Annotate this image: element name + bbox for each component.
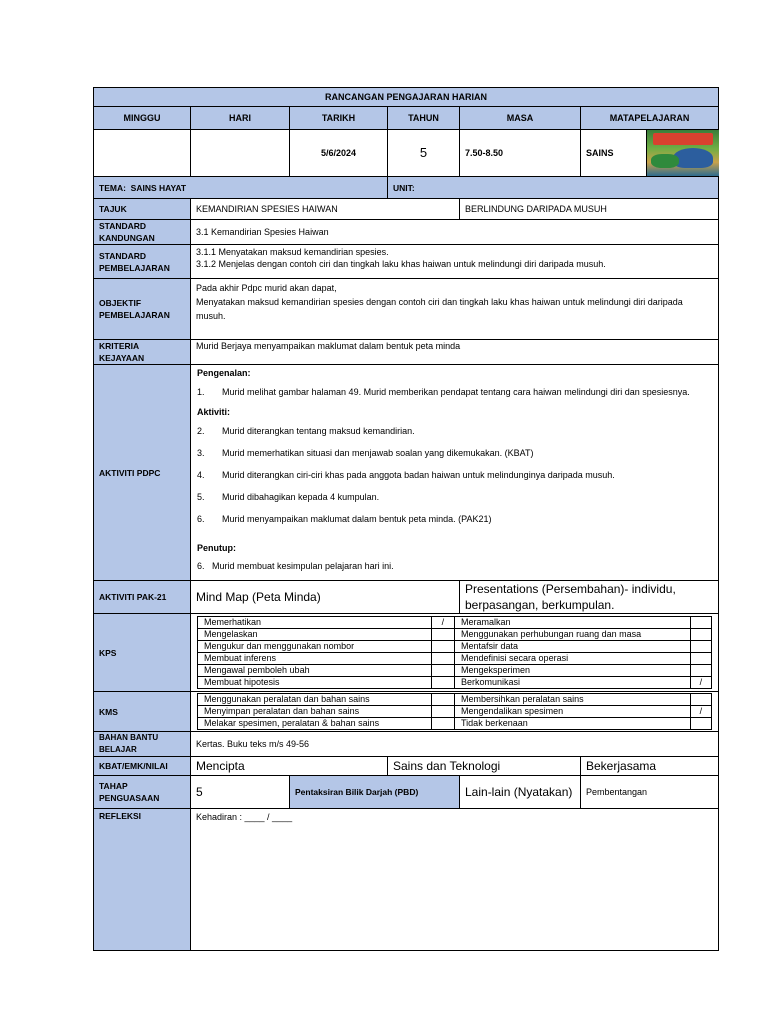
page-title: RANCANGAN PENGAJARAN HARIAN [94, 88, 719, 107]
tema-cell [94, 177, 388, 199]
textbook-thumbnail-cell [647, 130, 719, 177]
pak21-value-2: Presentations (Persembahan)- individu, berpasangan, berkumpulan. [460, 581, 719, 614]
kps-table [197, 616, 712, 689]
kps-check[interactable] [690, 617, 711, 629]
kbat-value-1: Mencipta [191, 757, 388, 776]
penutup-title: Penutup: [197, 543, 236, 553]
table-row: Mengukur dan menggunakan nombor Mentafsir data [198, 641, 712, 653]
aktiviti-pdpc-content [191, 365, 719, 581]
kriteria-value: Murid Berjaya menyampaikan maklumat dalam bentuk peta minda [191, 340, 719, 365]
minggu-value[interactable] [94, 130, 191, 177]
kbat-label: KBAT/EMK/NILAI [94, 757, 191, 776]
tahap-value: 5 [191, 776, 290, 809]
list-item: 5. Murid dibahagikan kepada 4 kumpulan. [197, 492, 380, 502]
table-row: Menggunakan peralatan dan bahan sains Membersihkan peralatan sains [198, 694, 712, 706]
masa-value[interactable]: 7.50-8.50 [460, 130, 581, 177]
tahap-label: TAHAP PENGUASAAN [94, 776, 191, 809]
pbd-label: Pentaksiran Bilik Darjah (PBD) [290, 776, 460, 809]
kms-check[interactable]: / [690, 706, 711, 718]
pembentangan-value: Pembentangan [581, 776, 719, 809]
table-row: Memerhatikan / Meramalkan [198, 617, 712, 629]
objektif-label: OBJEKTIF PEMBELAJARAN [94, 279, 191, 340]
table-row: Membuat hipotesis Berkomunikasi / [198, 677, 712, 689]
kms-check[interactable] [431, 706, 454, 718]
table-row: Melakar spesimen, peralatan & bahan sains Tidak berkenaan [198, 718, 712, 730]
kms-label: KMS [94, 692, 191, 732]
list-item: 3. Murid memerhatikan situasi dan menjawab soalan yang dikemukakan. (KBAT) [197, 448, 534, 458]
hari-value[interactable] [191, 130, 290, 177]
lain-lain-label: Lain-lain (Nyatakan) [460, 776, 581, 809]
kps-grid [191, 614, 719, 692]
kps-check[interactable] [431, 641, 454, 653]
tajuk-value-2: BERLINDUNG DARIPADA MUSUH [460, 199, 719, 220]
kps-check[interactable] [690, 665, 711, 677]
table-row: Menyimpan peralatan dan bahan sains Mengendalikan spesimen / [198, 706, 712, 718]
standard-pembelajaran-label: STANDARD PEMBELAJARAN [94, 245, 191, 279]
sp-line-1: 3.1.1 Menyatakan maksud kemandirian spesies. [196, 247, 389, 257]
col-tarikh: TARIKH [290, 107, 388, 130]
aktiviti-title: Aktiviti: [197, 407, 231, 417]
penutup-text: 6. Murid membuat kesimpulan pelajaran hari ini. [197, 561, 394, 571]
kms-check[interactable] [431, 694, 454, 706]
objektif-line-2: Menyatakan maksud kemandirian spesies dengan contoh ciri dan tingkah laku khas haiwan untuk melindungi diri daripada musuh. [196, 297, 683, 321]
lesson-plan-sheet [93, 87, 718, 951]
standard-pembelajaran-value [191, 245, 719, 279]
col-hari: HARI [191, 107, 290, 130]
refleksi-value[interactable]: Kehadiran : ____ / ____ [191, 809, 719, 951]
lesson-plan-table [93, 87, 719, 951]
table-row: Mengawal pemboleh ubah Mengeksperimen [198, 665, 712, 677]
pengenalan-title: Pengenalan: [197, 368, 251, 378]
col-minggu: MINGGU [94, 107, 191, 130]
kps-check[interactable] [431, 629, 454, 641]
kms-check[interactable] [690, 694, 711, 706]
kbat-value-3: Bekerjasama [581, 757, 719, 776]
standard-kandungan-label: STANDARD KANDUNGAN [94, 220, 191, 245]
cover-rocket-shape [673, 148, 713, 168]
kps-check[interactable]: / [690, 677, 711, 689]
kms-grid [191, 692, 719, 732]
col-matapelajaran: MATAPELAJARAN [581, 107, 719, 130]
cover-banner-shape [653, 133, 713, 145]
standard-kandungan-value: 3.1 Kemandirian Spesies Haiwan [191, 220, 719, 245]
cover-creature-shape [651, 154, 679, 168]
kps-check[interactable] [431, 677, 454, 689]
aktiviti-pdpc-label: AKTIVITI PDPC [94, 365, 191, 581]
list-item: 4. Murid diterangkan ciri-ciri khas pada anggota badan haiwan untuk melindunginya daripada musuh. [197, 470, 615, 480]
kps-check[interactable] [431, 653, 454, 665]
tema-value: SAINS HAYAT [130, 182, 187, 193]
unit-label: UNIT: [388, 177, 719, 199]
kms-table [197, 693, 712, 730]
matapelajaran-value[interactable]: SAINS [581, 130, 647, 177]
kms-check[interactable] [690, 718, 711, 730]
tahun-value[interactable]: 5 [388, 130, 460, 177]
kps-check[interactable] [431, 665, 454, 677]
pak21-label: AKTIVITI PAK-21 [94, 581, 191, 614]
col-masa: MASA [460, 107, 581, 130]
bahan-value: Kertas. Buku teks m/s 49-56 [191, 732, 719, 757]
objektif-line-1: Pada akhir Pdpc murid akan dapat, [196, 283, 337, 293]
kriteria-label: KRITERIA KEJAYAAN [94, 340, 191, 365]
tajuk-value-1: KEMANDIRIAN SPESIES HAIWAN [191, 199, 460, 220]
objektif-value [191, 279, 719, 340]
bahan-label: BAHAN BANTU BELAJAR [94, 732, 191, 757]
pengenalan-list [197, 384, 713, 401]
tajuk-label: TAJUK [94, 199, 191, 220]
col-tahun: TAHUN [388, 107, 460, 130]
sp-line-2: 3.1.2 Menjelas dengan contoh ciri dan tingkah laku khas haiwan untuk melindungi diri daripada musuh. [196, 259, 606, 269]
table-row: Mengelaskan Menggunakan perhubungan ruang dan masa [198, 629, 712, 641]
kps-check[interactable] [690, 641, 711, 653]
tarikh-value[interactable]: 5/6/2024 [290, 130, 388, 177]
pak21-value-1: Mind Map (Peta Minda) [191, 581, 460, 614]
kps-check[interactable] [690, 629, 711, 641]
kps-check[interactable]: / [431, 617, 454, 629]
kps-check[interactable] [690, 653, 711, 665]
list-item: 6. Murid menyampaikan maklumat dalam bentuk peta minda. (PAK21) [197, 514, 492, 524]
refleksi-label: REFLEKSI [94, 809, 191, 951]
tema-label: TEMA: [99, 182, 126, 193]
aktiviti-list [197, 423, 713, 528]
list-item: 1. Murid melihat gambar halaman 49. Murid memberikan pendapat tentang cara haiwan melindungi diri dan spesiesnya. [197, 387, 690, 397]
list-item: 2. Murid diterangkan tentang maksud kemandirian. [197, 426, 415, 436]
table-row: Membuat inferens Mendefinisi secara operasi [198, 653, 712, 665]
kps-label: KPS [94, 614, 191, 692]
textbook-cover-image [647, 130, 719, 176]
kms-check[interactable] [431, 718, 454, 730]
kbat-value-2: Sains dan Teknologi [388, 757, 581, 776]
